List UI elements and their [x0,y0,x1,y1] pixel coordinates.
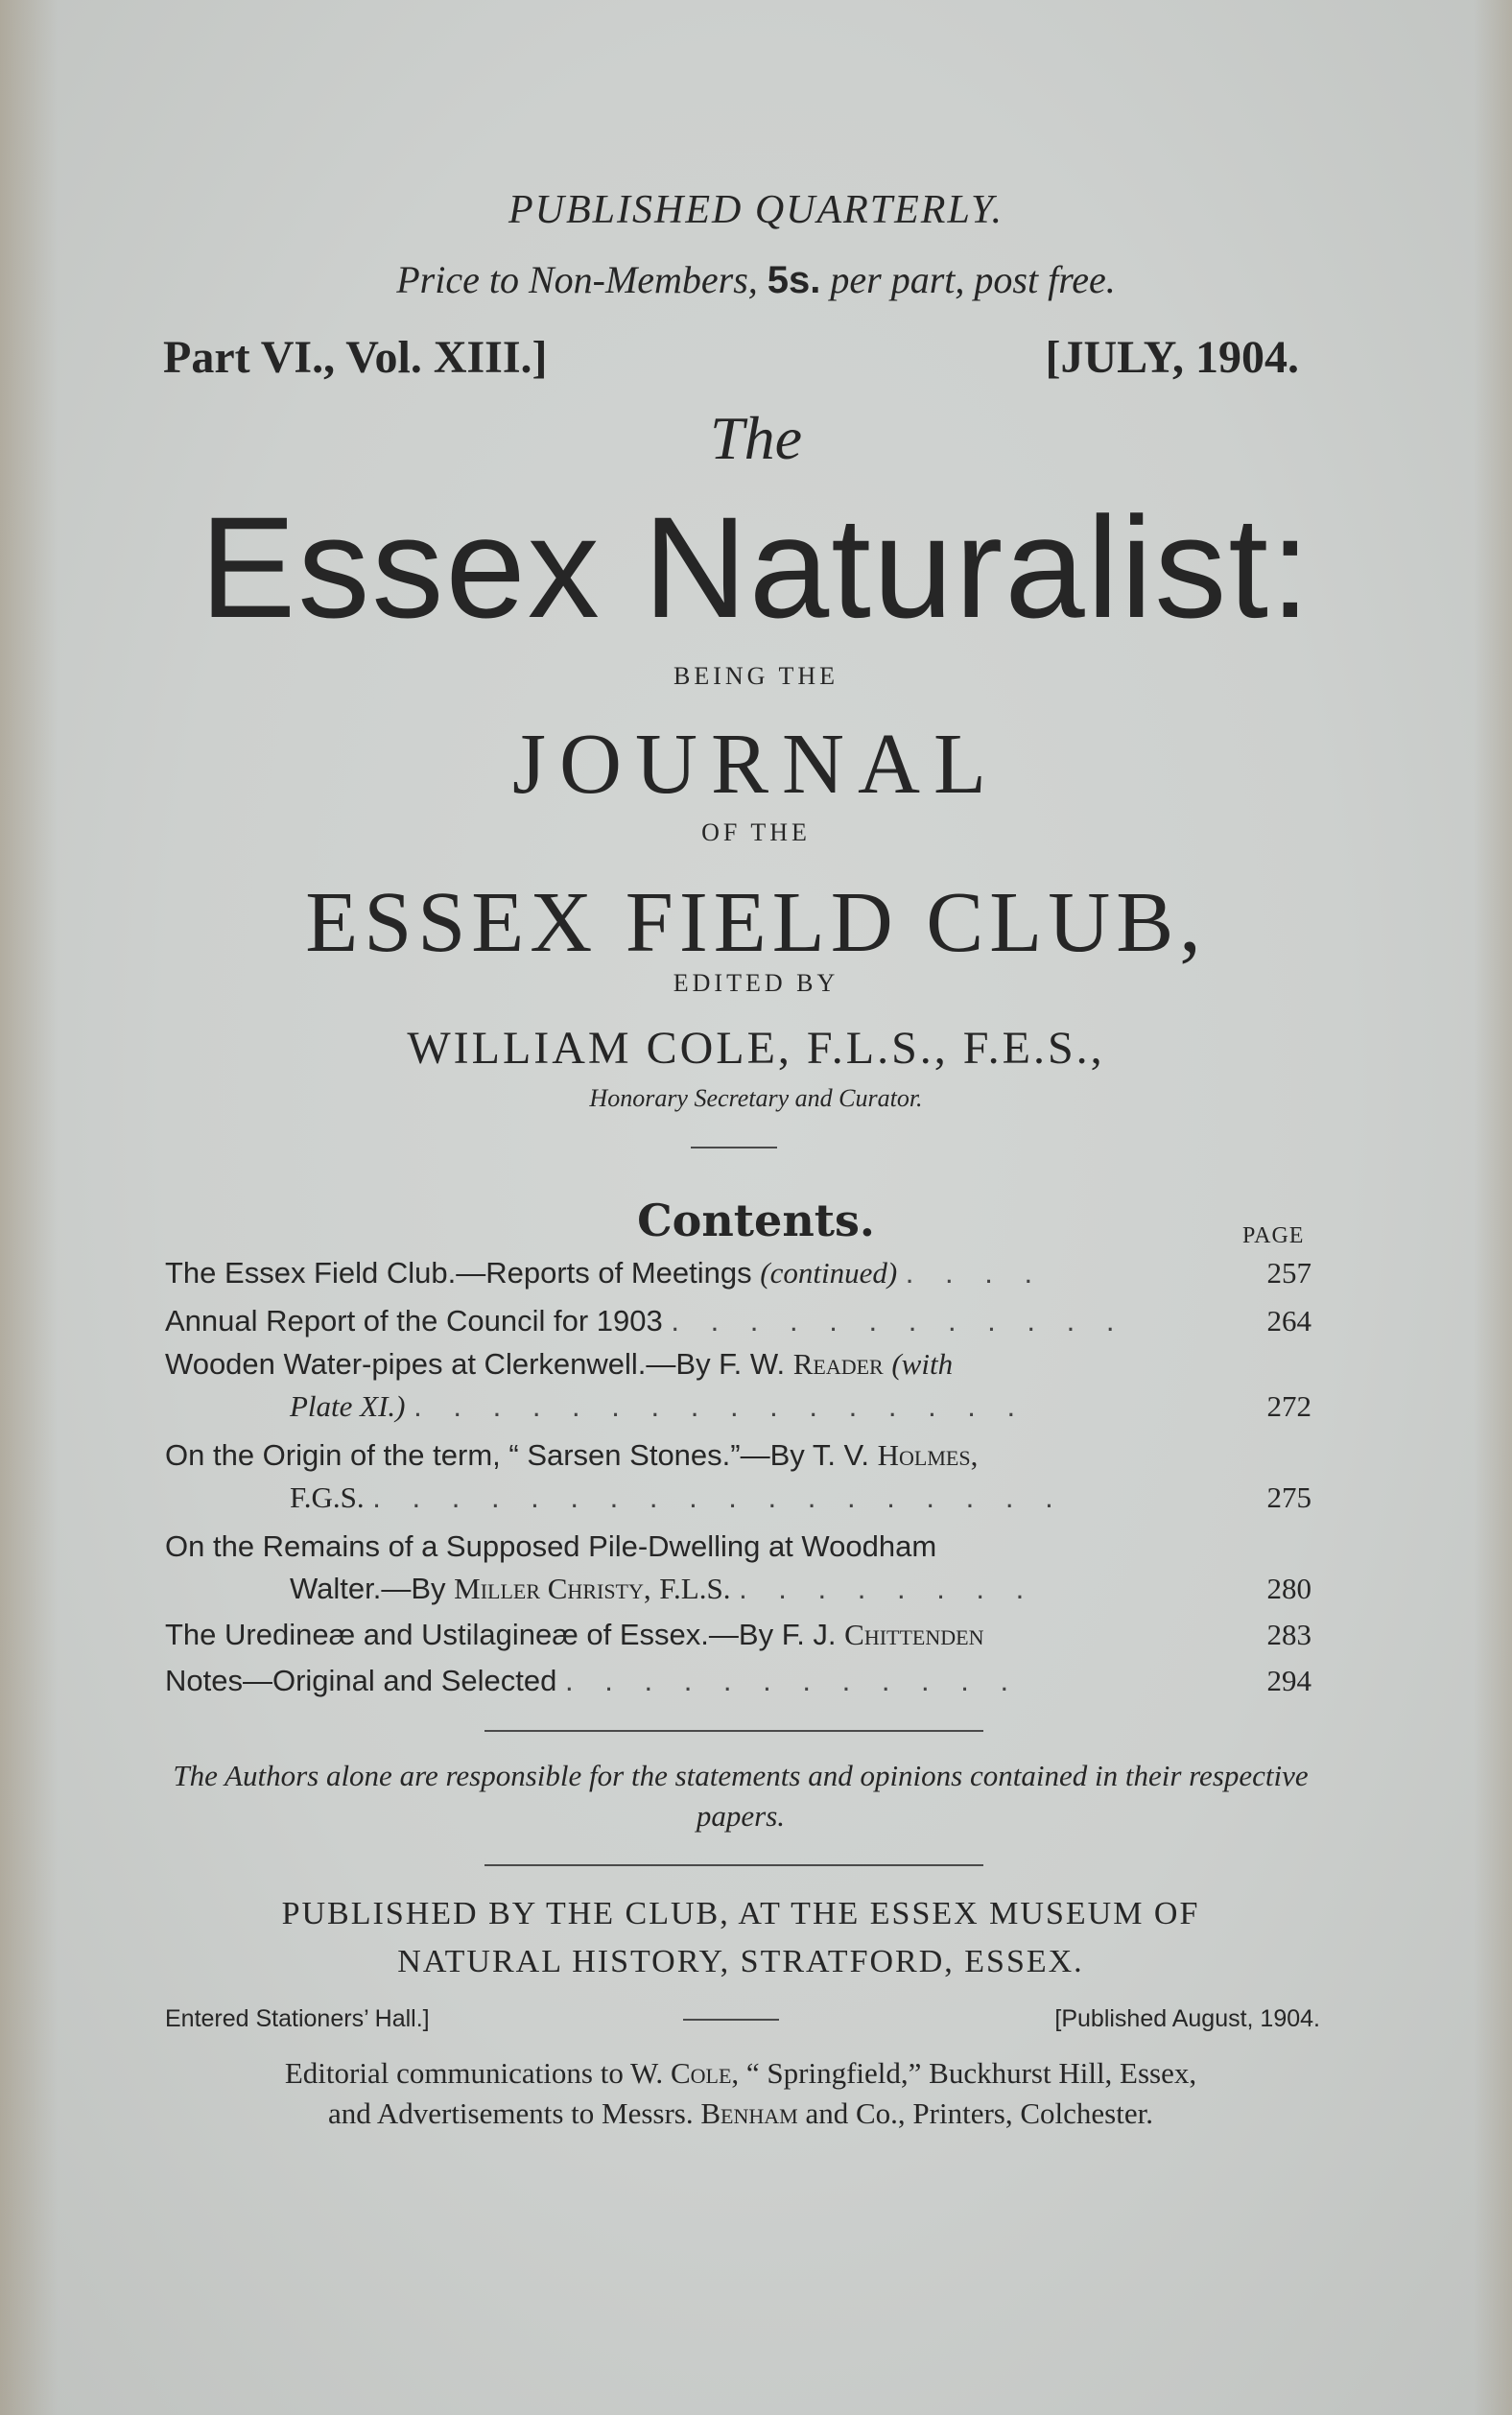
toc-page: 257 [1266,1256,1311,1290]
toc-page: 275 [1266,1480,1311,1514]
toc-leader: . . . . . . . . . . . . . . . . . . [372,1480,1065,1514]
divider [484,1864,983,1866]
toc-author: Holmes, [877,1438,979,1472]
toc-title: On the Origin of the term, “ Sarsen Stones.”—By T. V. [165,1438,869,1472]
divider [484,1730,983,1732]
divider-short [691,1147,777,1148]
page-column-label: PAGE [1242,1223,1305,1248]
toc-note-continued: Plate XI.) [290,1389,406,1423]
journal-word: JOURNAL [511,717,1000,812]
toc-page: 264 [1266,1304,1311,1338]
editor-role: Honorary Secretary and Curator. [589,1084,923,1112]
toc-leader: . . . . [905,1256,1045,1290]
editor-name: WILLIAM COLE, F.L.S., F.E.S., [407,1023,1105,1074]
toc-page: 283 [1266,1618,1311,1651]
toc-leader: . . . . . . . . . . . . [671,1304,1126,1338]
toc-leader: . . . . . . . . [739,1572,1036,1605]
editorial-line-2 [165,2094,1316,2134]
toc-page: 272 [1266,1389,1311,1423]
printer-name: Benham [700,2096,798,2130]
journal-title: Essex Naturalist: [200,486,1312,648]
editorial-text: “ Springfield,” Buckhurst Hill, Essex, [745,2056,1197,2090]
toc-item [165,1434,1311,1519]
editorial-line-1 [165,2053,1316,2094]
toc-author: Miller Christy, [454,1572,651,1605]
toc-note: (with [891,1347,954,1381]
club-name: ESSEX FIELD CLUB, [305,875,1207,970]
editorial-name: Cole, [670,2056,740,2090]
toc-title: Notes—Original and Selected [165,1664,557,1697]
being-the: BEING THE [673,662,839,690]
toc-title-continued: F.G.S. [290,1480,365,1514]
price-suffix: per part, post free. [830,258,1116,301]
published-date: [Published August, 1904. [1054,2005,1320,2032]
toc-title: On the Remains of a Supposed Pile-Dwelling at Woodham [165,1529,937,1563]
toc-item [165,1660,1311,1702]
toc-author: Reader [792,1347,884,1381]
disclaimer: The Authors alone are responsible for the statements and opinions contained in their respective papers. [173,1759,1309,1833]
toc-note: (continued) [760,1256,898,1290]
toc-item [165,1252,1311,1294]
editorial-text: Editorial communications to W. [284,2056,664,2090]
editorial-text: and Co., Printers, Colchester. [805,2096,1153,2130]
issue-date: [JULY, 1904. [1045,332,1299,383]
editorial-text: and Advertisements to Messrs. [328,2096,694,2130]
publisher-line-1: PUBLISHED BY THE CLUB, AT THE ESSEX MUSEUM OF [281,1896,1200,1931]
toc-item [165,1300,1311,1342]
price-prefix: Price to Non-Members, [396,258,758,301]
toc-title: Wooden Water-pipes at Clerkenwell.—By F. W. [165,1347,786,1381]
entered-stationers: Entered Stationers’ Hall.] [165,2005,430,2032]
price-amount: 5s. [767,259,821,301]
toc-item [165,1526,1311,1610]
toc-item [165,1614,1311,1656]
editorial-info [165,2053,1316,2134]
toc-leader: . . . . . . . . . . . . . . . . [413,1389,1028,1423]
edited-by: EDITED BY [673,969,839,997]
toc-title-continued: Walter.—By [290,1572,446,1605]
price-line [0,257,1512,302]
title-the: The [710,404,802,472]
publication-frequency: PUBLISHED QUARTERLY. [508,188,1004,232]
toc-page: 280 [1266,1572,1311,1605]
toc-author-suffix: F.L.S. [659,1572,731,1605]
toc-title: The Uredineæ and Ustilagineæ of Essex.—By F. J. [165,1618,837,1651]
toc-author: Chittenden [844,1618,984,1651]
toc-title: Annual Report of the Council for 1903 [165,1304,663,1338]
contents-heading: Contents. [637,1195,875,1246]
toc-title: The Essex Field Club.—Reports of Meetings [165,1256,752,1290]
divider-short [683,2019,779,2021]
toc-leader: . . . . . . . . . . . . [565,1664,1021,1697]
part-volume: Part VI., Vol. XIII.] [163,332,548,383]
of-the: OF THE [701,818,811,846]
toc-page: 294 [1266,1664,1311,1697]
toc-item [165,1343,1311,1428]
publisher-line-2: NATURAL HISTORY, STRATFORD, ESSEX. [397,1944,1084,1979]
publisher-info [165,1890,1316,1986]
